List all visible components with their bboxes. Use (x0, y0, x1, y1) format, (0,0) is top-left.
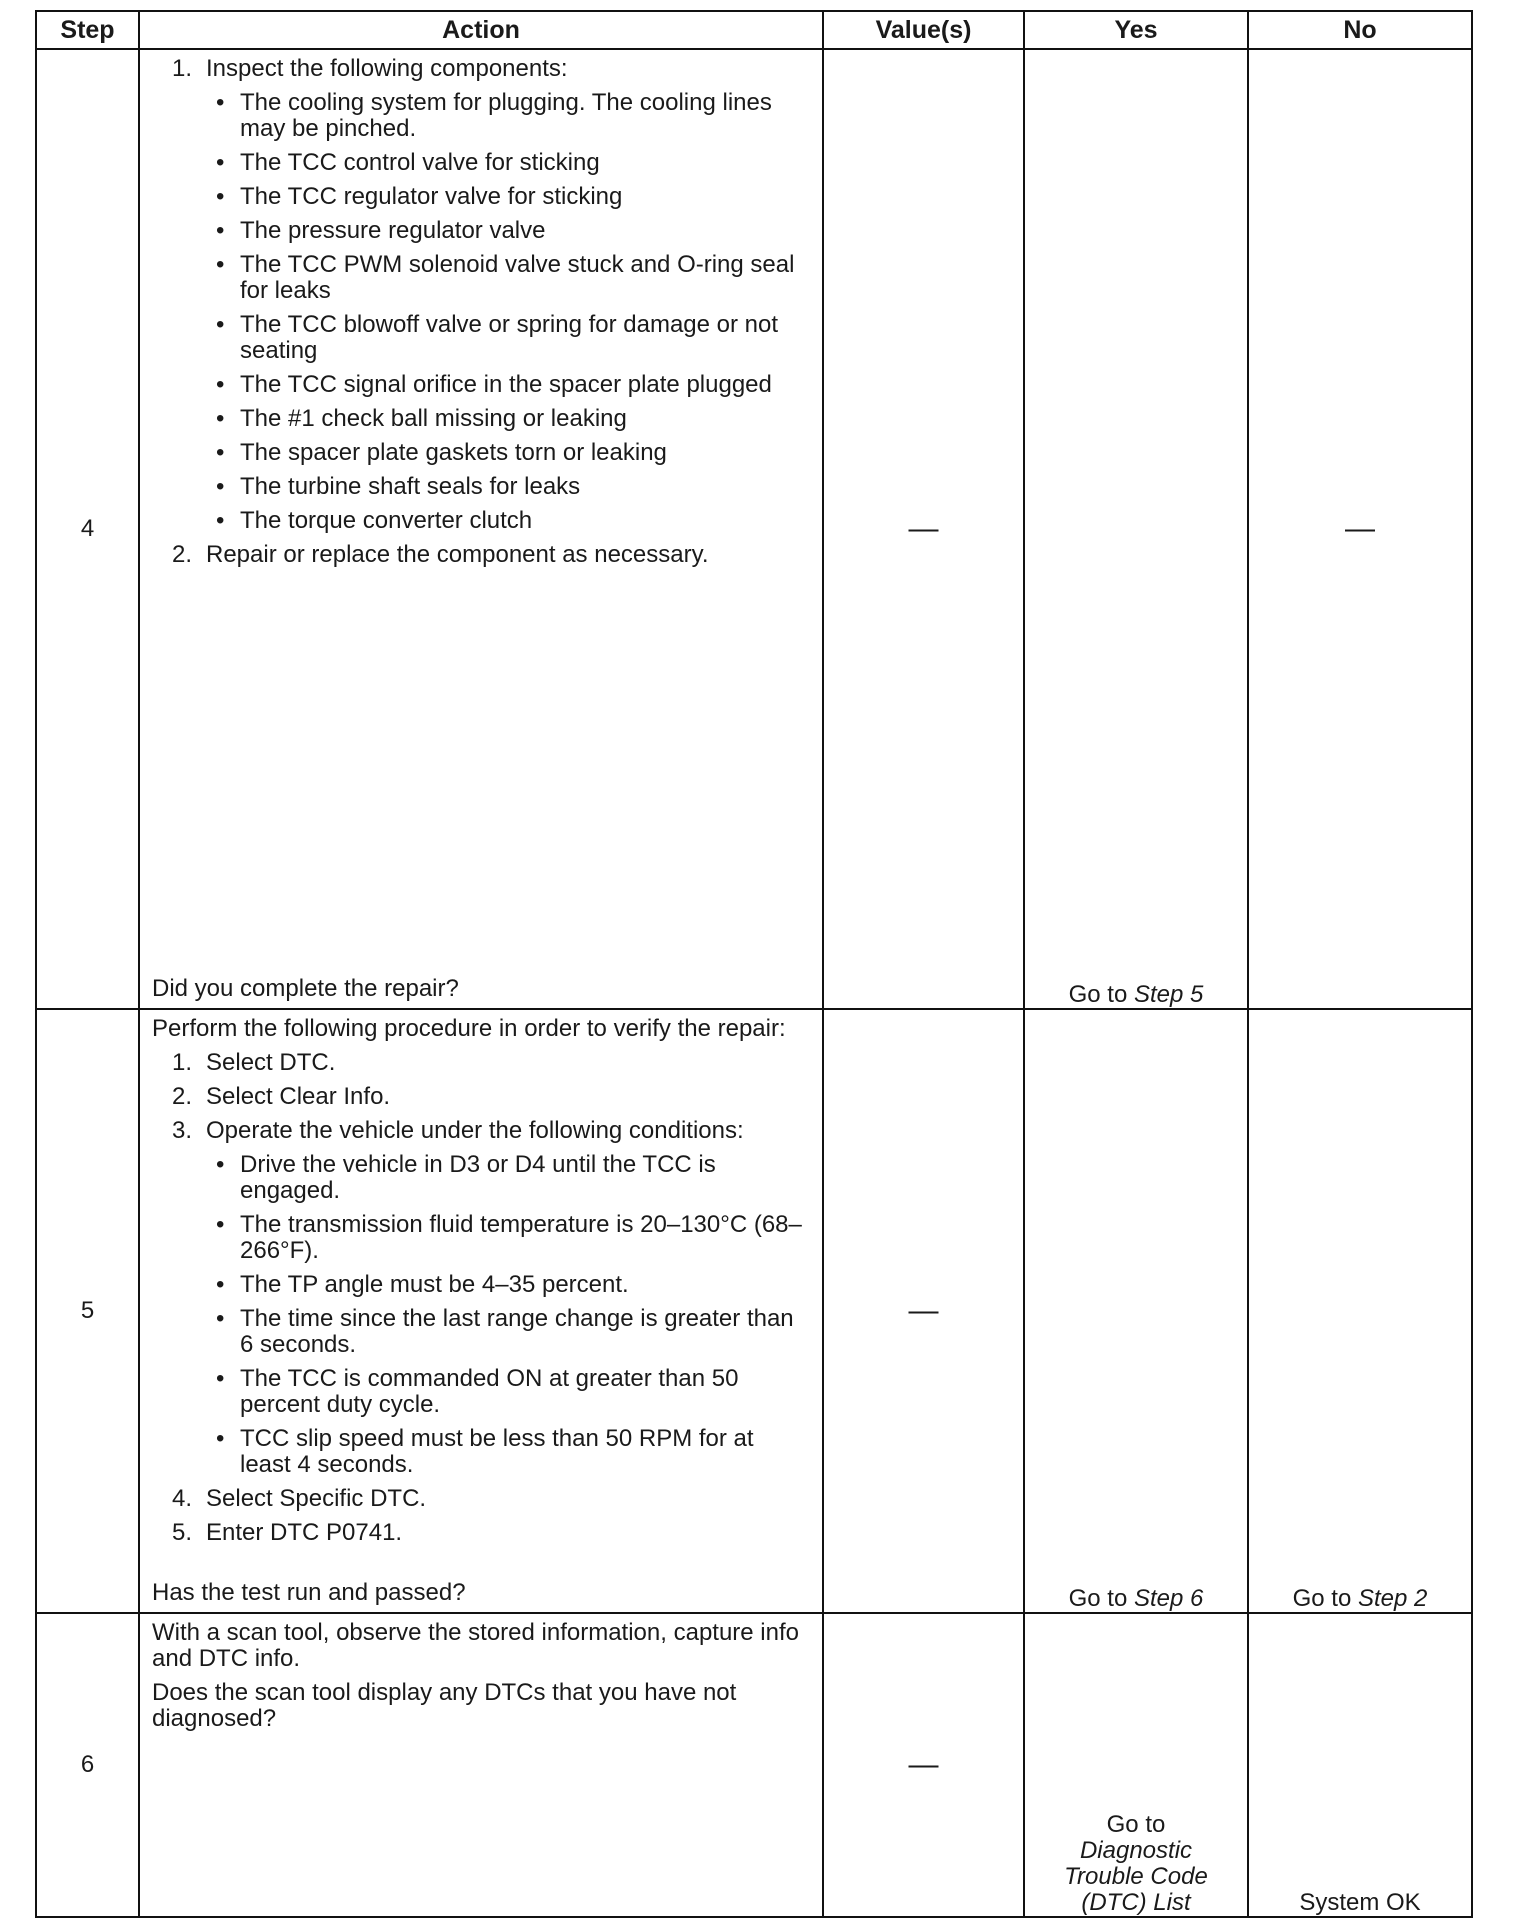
diagnostic-table (35, 10, 1473, 1918)
header-no: No (1248, 11, 1472, 49)
bullet-text: The TCC signal orifice in the spacer plate plugged (240, 371, 772, 398)
bullet-item (216, 372, 810, 398)
bullet-text: The TCC PWM solenoid valve stuck and O-ring seal for leaks (240, 251, 795, 304)
action-cell (139, 1613, 823, 1917)
bullet-item (216, 90, 810, 142)
bullet-icon: • (216, 89, 225, 116)
step-number: 4 (36, 49, 139, 1009)
bullet-icon: • (216, 473, 225, 500)
bullet-icon: • (216, 311, 225, 338)
bullet-text: The spacer plate gaskets torn or leaking (240, 439, 667, 466)
bullet-icon: • (216, 217, 225, 244)
step-text: Enter DTC P0741. (206, 1519, 403, 1546)
numbered-step (172, 1118, 810, 1144)
bullet-item (216, 150, 810, 176)
bullet-item (216, 1426, 810, 1478)
yes-cell (1024, 1613, 1248, 1917)
bullet-item (216, 508, 810, 534)
step-row-4 (36, 49, 1472, 1009)
action-question: Has the test run and passed? (152, 1579, 466, 1606)
header-step: Step (36, 11, 139, 49)
no-cell: — (1248, 49, 1472, 1009)
action-cell (139, 1009, 823, 1613)
yes-cell (1024, 1009, 1248, 1613)
header-row (36, 11, 1472, 49)
no-text: System OK (1299, 1889, 1421, 1916)
bullet-text: The #1 check ball missing or leaking (240, 405, 627, 432)
numbered-step (172, 56, 810, 82)
bullet-icon: • (216, 251, 225, 278)
paragraph: With a scan tool, observe the stored information, capture info and DTC info. (152, 1619, 800, 1672)
bullet-text: The TCC is commanded ON at greater than 50 percent duty cycle. (240, 1365, 739, 1418)
numbered-step (172, 1486, 810, 1512)
action-cell (139, 49, 823, 1009)
bullet-text: The TP angle must be 4–35 percent. (240, 1271, 629, 1298)
paragraph: Perform the following procedure in order to verify the repair: (152, 1015, 786, 1042)
bullet-text: The transmission fluid temperature is 20–130°C (68–266°F). (240, 1211, 802, 1264)
bullet-icon: • (216, 1305, 225, 1332)
bullet-item (216, 252, 810, 304)
bullet-icon: • (216, 183, 225, 210)
bullet-text: The torque converter clutch (240, 507, 533, 534)
bullet-icon: • (216, 1211, 225, 1238)
numbered-step (172, 542, 810, 568)
bullet-text: The time since the last range change is greater than 6 seconds. (240, 1305, 794, 1358)
bullet-item (216, 1272, 810, 1298)
step-text: Select DTC. (206, 1049, 336, 1076)
action-question: Did you complete the repair? (152, 975, 459, 1002)
numbered-step (172, 1084, 810, 1110)
value-cell: — (823, 49, 1024, 1009)
yes-text: Go to Diagnostic Trouble Code (DTC) List (1064, 1811, 1208, 1916)
step-text: Operate the vehicle under the following conditions: (206, 1117, 744, 1144)
bullet-item (216, 1366, 810, 1418)
bullet-item (216, 184, 810, 210)
bullet-item (216, 218, 810, 244)
bullet-item (216, 474, 810, 500)
numbered-step (172, 1520, 810, 1546)
step-text: Inspect the following components: (206, 55, 568, 82)
action-items (152, 56, 810, 568)
no-cell (1248, 1009, 1472, 1613)
header-yes: Yes (1024, 11, 1248, 49)
step-number: 6 (36, 1613, 139, 1917)
bullet-icon: • (216, 405, 225, 432)
no-cell (1248, 1613, 1472, 1917)
step-text: Select Clear Info. (206, 1083, 391, 1110)
bullet-icon: • (216, 371, 225, 398)
value-cell: — (823, 1009, 1024, 1613)
step-row-6 (36, 1613, 1472, 1917)
yes-cell (1024, 49, 1248, 1009)
bullet-item (216, 312, 810, 364)
bullet-icon: • (216, 439, 225, 466)
no-text: Go to Step 2 (1292, 1585, 1428, 1612)
numbered-step (172, 1050, 810, 1076)
bullet-text: The TCC control valve for sticking (240, 149, 600, 176)
step-index: 2. (172, 541, 193, 568)
bullet-text: The TCC blowoff valve or spring for damage or not seating (240, 311, 779, 364)
bullet-icon: • (216, 1365, 225, 1392)
step-index: 1. (172, 55, 193, 82)
yes-text: Go to Step 5 (1068, 981, 1204, 1008)
bullet-item (216, 406, 810, 432)
bullet-item (216, 1306, 810, 1358)
bullet-item (216, 1212, 810, 1264)
step-index: 2. (172, 1083, 193, 1110)
step-index: 5. (172, 1519, 193, 1546)
header-values: Value(s) (823, 11, 1024, 49)
bullet-text: Drive the vehicle in D3 or D4 until the TCC is engaged. (240, 1151, 716, 1204)
action-items (152, 1016, 810, 1546)
value-cell: — (823, 1613, 1024, 1917)
yes-text: Go to Step 6 (1068, 1585, 1204, 1612)
step-text: Select Specific DTC. (206, 1485, 427, 1512)
step-number: 5 (36, 1009, 139, 1613)
bullet-text: The TCC regulator valve for sticking (240, 183, 623, 210)
bullet-icon: • (216, 507, 225, 534)
header-action: Action (139, 11, 823, 49)
bullet-text: The turbine shaft seals for leaks (240, 473, 581, 500)
action-items (152, 1620, 810, 1732)
bullet-icon: • (216, 1151, 225, 1178)
bullet-icon: • (216, 1271, 225, 1298)
bullet-item (216, 1152, 810, 1204)
bullet-text: TCC slip speed must be less than 50 RPM for at least 4 seconds. (240, 1425, 754, 1478)
step-index: 1. (172, 1049, 193, 1076)
step-index: 3. (172, 1117, 193, 1144)
bullet-text: The pressure regulator valve (240, 217, 546, 244)
bullet-text: The cooling system for plugging. The cooling lines may be pinched. (240, 89, 772, 142)
step-index: 4. (172, 1485, 193, 1512)
paragraph: Does the scan tool display any DTCs that you have not diagnosed? (152, 1679, 737, 1732)
bullet-icon: • (216, 149, 225, 176)
step-text: Repair or replace the component as necessary. (206, 541, 709, 568)
bullet-item (216, 440, 810, 466)
bullet-icon: • (216, 1425, 225, 1452)
step-row-5 (36, 1009, 1472, 1613)
